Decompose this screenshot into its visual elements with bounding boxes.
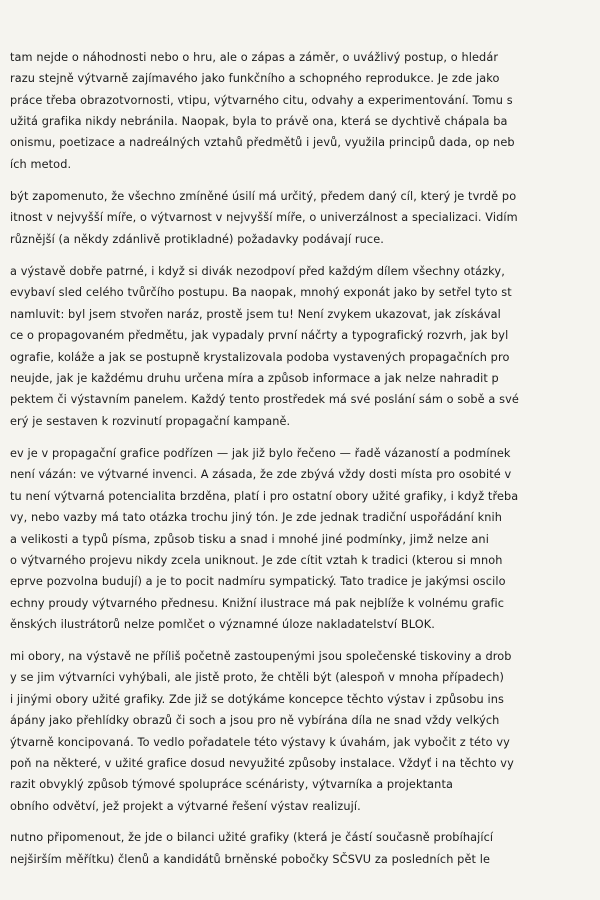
text-line: namluvit: byl jsem stvořen naráz, prostě jsem tu! Není zvykem ukazovat, jak získával — [10, 308, 501, 321]
text-line: užitá grafika nikdy nebránila. Naopak, byla to právě ona, která se dychtivě chápala ba — [10, 115, 508, 128]
text-line: a výstavě dobře patrné, i když si divák nezodpoví před každým dílem všechny otázky, — [10, 265, 505, 278]
text-line: eprve pozvolna budují) a je to pocit nadmíru sympatický. Tato tradice je jakýmsi oscilo — [10, 575, 506, 588]
text-line: razit obvyklý způsob týmové spolupráce scénáristy, výtvarníka a projektanta — [10, 778, 453, 791]
text-line: itnost v nejvyšší míře, o výtvarnost v nejvyšší míře, o univerzálnost a specializaci. Vidím — [10, 211, 518, 224]
text-line: nutno připomenout, že jde o bilanci užité grafiky (která je částí současně probíhající — [10, 831, 494, 844]
text-line: vy, nebo vazby má tato otázka trochu jiný tón. Je zde jednak tradiční uspořádání knih — [10, 511, 503, 524]
text-line: pektem či výstavním panelem. Každý tento prostředek má své poslání sám o sobě a své — [10, 393, 519, 406]
text-line: být zapomenuto, že všechno zmíněné úsilí má určitý, předem daný cíl, který je tvrdě po — [10, 190, 517, 203]
text-line: obního odvětví, jež projekt a výtvarné řešení výstav realizují. — [10, 800, 361, 813]
text-line: tam nejde o náhodnosti nebo o hru, ale o zápas a záměr, o uvážlivý postup, o hledár — [10, 51, 499, 64]
text-line: onismu, poetizace a nadreálných vztahů předmětů i jevů, využila principů dada, op neb — [10, 136, 515, 149]
text-line: ev je v propagační grafice podřízen — jak již bylo řečeno — řadě vázaností a podmínek — [10, 447, 511, 460]
text-line: y se jim výtvarníci vyhýbali, ale jistě proto, že chtěli být (alespoň v mnoha případech) — [10, 671, 505, 684]
text-line: a velikosti a typů písma, způsob tisku a snad i mnohé jiné podmínky, jimž nelze ani — [10, 533, 489, 546]
text-line: erý je sestaven k rozvinutí propagační kampaně. — [10, 415, 291, 428]
text-line: tu není výtvarná potencialita brzděna, platí i pro ostatní obory užité grafiky, i když třeba — [10, 490, 519, 503]
text-line: razu stejně výtvarně zajímavého jako funkčního a schopného reprodukce. Je zde jako — [10, 72, 500, 85]
text-line: ápány jako přehlídky obrazů či soch a jsou pro ně vybírána díla ne snad vždy velkých — [10, 714, 500, 727]
text-line: práce třeba obrazotvornosti, vtipu, výtvarného citu, odvahy a experimentování. Tomu s — [10, 94, 513, 107]
text-line: ce o propagovaném předmětu, jak vypadaly první náčrty a typografický rozvrh, jak byl — [10, 329, 509, 342]
text-line: nejširším měřítku) členů a kandidátů brněnské pobočky SČSVU za posledních pět le — [10, 853, 491, 866]
text-line: neujde, jak je každému druhu určena míra a způsob informace a jak nelze nahradit p — [10, 372, 499, 385]
text-line: ěnských ilustrátorů nelze pomlčet o významné úloze nakladatelství BLOK. — [10, 618, 435, 631]
text-line: mi obory, na výstavě ne příliš početně zastoupenými jsou společenské tiskoviny a drob — [10, 650, 512, 663]
text-line: není vázán: ve výtvarné invenci. A zásada, že zde zbývá vždy dosti místa pro osobité v — [10, 468, 512, 481]
text-line: i jinými obory užité grafiky. Zde již se dotýkáme koncepce těchto výstav i způsobu ins — [10, 693, 504, 706]
text-line: různější (a někdy zdánlivě protikladné) požadavky podávají ruce. — [10, 233, 384, 246]
text-line: o výtvarného projevu nikdy zcela uniknout. Je zde cítit vztah k tradici (kterou si mnoh — [10, 554, 503, 567]
text-line: ýtvarně koncipovaná. To vedlo pořadatele této výstavy k úvahám, jak vybočit z této vy — [10, 736, 510, 749]
text-line: evybaví sled celého tvůrčího postupu. Ba naopak, mnohý exponát jako by setřel tyto st — [10, 286, 512, 299]
text-line: poň na některé, v užité grafice dosud nevyužité způsoby instalace. Vždyť i na těchto vy — [10, 757, 514, 770]
text-line: ografie, koláže a jak se postupně krystalizovala podoba vystavených propagačních pro — [10, 351, 510, 364]
text-line: echny proudy výtvarného přednesu. Knižní ilustrace má pak nejblíže k volnému grafic — [10, 597, 505, 610]
text-line: ích metod. — [10, 158, 72, 171]
